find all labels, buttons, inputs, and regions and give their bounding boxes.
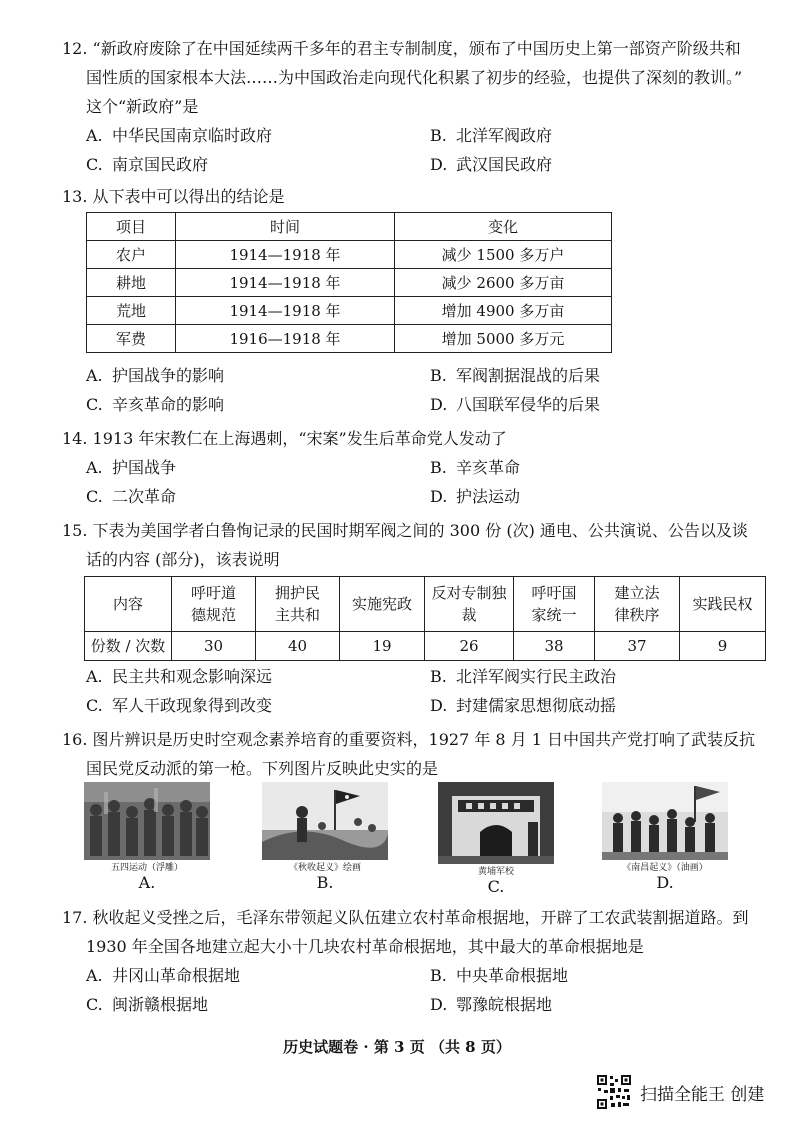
q14-option-a[interactable]: A. 护国战争 [86,458,177,477]
table-cell: 军费 [87,325,176,353]
table-cell: 30 [172,632,256,661]
q16-stem-line1: 16. 图片辨识是历史时空观念素养培育的重要资料，1927 年 8 月 1 日中国共产党打响了武装反抗 [62,730,756,749]
q12-option-b[interactable]: B. 北洋军阀政府 [430,126,553,145]
q12-option-a[interactable]: A. 中华民国南京临时政府 [86,126,273,145]
q15-option-d[interactable]: D. 封建儒家思想彻底动摇 [430,696,617,715]
table-header-cell: 内容 [85,577,172,632]
q14-option-c[interactable]: C. 二次革命 [86,487,177,506]
image-caption: 《南昌起义》（油画） [622,863,708,873]
painting-icon [262,782,388,860]
question-16 [62,725,774,783]
q15-stem-line2: 话的内容 (部分)，该表说明 [86,550,280,569]
oil-painting-icon [602,782,728,860]
table-cell: 1914—1918 年 [176,241,395,269]
q15-options-block [62,662,774,720]
table-cell: 1914—1918 年 [176,269,395,297]
q13-table [86,212,612,353]
q16-stem-line2: 国民党反动派的第一枪。下列图片反映此史实的是 [86,759,439,778]
q16-image-a[interactable] [84,782,210,892]
q15-option-b[interactable]: B. 北洋军阀实行民主政治 [430,667,617,686]
option-label: C. [487,877,505,896]
q12-stem-line1: 12. “新政府废除了在中国延续两千多年的君主专制制度，颁布了中国历史上第一部资产阶级共和 [62,39,741,58]
q15-option-a[interactable]: A. 民主共和观念影响深远 [86,667,273,686]
q13-stem: 13. 从下表中可以得出的结论是 [62,187,285,206]
table-cell: 耕地 [87,269,176,297]
table-cell: 荒地 [87,297,176,325]
q17-option-b[interactable]: B. 中央革命根据地 [430,966,569,985]
table-header-cell: 项目 [87,213,176,241]
question-14 [62,424,774,511]
scanner-watermark [596,1074,764,1110]
table-header-cell: 变化 [395,213,612,241]
table-cell: 26 [425,632,514,661]
table-cell: 38 [514,632,595,661]
q17-option-d[interactable]: D. 鄂豫皖根据地 [430,995,553,1014]
table-header-row [85,577,766,632]
image-caption: 黄埔军校 [477,867,514,877]
q12-stem-line2: 国性质的国家根本大法……为中国政治走向现代化积累了初步的经验，也提供了深刻的教训。” [86,68,743,87]
q15-table [84,576,766,661]
q16-image-c[interactable] [438,782,554,896]
option-label: D. [656,873,674,892]
question-13 [62,182,774,211]
table-cell: 减少 2600 多万亩 [395,269,612,297]
q13-option-c[interactable]: C. 辛亥革命的影响 [86,395,225,414]
table-cell: 37 [595,632,680,661]
question-15 [62,516,774,574]
table-header-cell: 呼吁国 家统一 [514,577,595,632]
q14-options [62,453,774,511]
q17-stem-line1: 17. 秋收起义受挫之后，毛泽东带领起义队伍建立农村革命根据地，开辟了工农武装割据道路。到 [62,908,749,927]
academy-gate-photo-icon [438,782,554,864]
q15-stem-line1: 15. 下表为美国学者白鲁恂记录的民国时期军阀之间的 300 份 (次) 通电、公共演说、公告以及谈 [62,521,748,540]
relief-photo-icon [84,782,210,860]
table-header-cell: 拥护民 主共和 [256,577,340,632]
q13-option-a[interactable]: A. 护国战争的影响 [86,366,225,385]
table-header-cell: 时间 [176,213,395,241]
q16-image-b[interactable] [262,782,388,892]
table-cell: 增加 5000 多万元 [395,325,612,353]
q13-option-b[interactable]: B. 军阀割据混战的后果 [430,366,601,385]
question-17 [62,903,774,1019]
table-header-cell: 反对专制独 裁 [425,577,514,632]
table-header-cell: 呼吁道 德规范 [172,577,256,632]
q14-stem: 14. 1913 年宋教仁在上海遇刺，“宋案”发生后革命党人发动了 [62,429,507,448]
q14-option-b[interactable]: B. 辛亥革命 [430,458,521,477]
q17-stem-line2: 1930 年全国各地建立起大小十几块农村革命根据地，其中最大的革命根据地是 [86,937,644,956]
table-cell: 农户 [87,241,176,269]
q16-image-options [84,782,774,902]
q17-option-a[interactable]: A. 井冈山革命根据地 [86,966,241,985]
table-cell: 1914—1918 年 [176,297,395,325]
table-row [87,241,612,269]
q13-options [62,361,774,419]
q16-image-d[interactable] [602,782,728,892]
table-cell: 1916—1918 年 [176,325,395,353]
qr-code-icon [596,1074,632,1110]
table-row [85,632,766,661]
image-caption: 五四运动（浮雕） [110,863,183,873]
table-cell: 40 [256,632,340,661]
table-cell: 增加 4900 多万亩 [395,297,612,325]
q17-options [62,961,774,1019]
table-header-cell: 建立法 律秩序 [595,577,680,632]
table-row [87,325,612,353]
table-row [87,297,612,325]
q15-option-c[interactable]: C. 军人干政现象得到改变 [86,696,273,715]
option-label: A. [138,873,156,892]
image-caption: 《秋收起义》绘画 [288,863,361,873]
scanner-text: 扫描全能王 创建 [640,1084,765,1105]
q14-option-d[interactable]: D. 护法运动 [430,487,521,506]
q12-option-c[interactable]: C. 南京国民政府 [86,155,209,174]
table-cell: 减少 1500 多万户 [395,241,612,269]
question-12 [62,34,774,179]
table-header-cell: 实践民权 [680,577,766,632]
q12-stem-line3: 这个“新政府”是 [86,97,199,116]
q13-option-d[interactable]: D. 八国联军侵华的后果 [430,395,601,414]
table-header-cell: 实施宪政 [340,577,425,632]
q13-options-block [62,361,774,419]
q12-option-d[interactable]: D. 武汉国民政府 [430,155,553,174]
table-header-row [87,213,612,241]
table-cell: 份数 / 次数 [85,632,172,661]
option-label: B. [316,873,334,892]
table-cell: 19 [340,632,425,661]
page-footer: 历史试题卷 · 第 3 页 （共 8 页） [283,1038,511,1056]
table-cell: 9 [680,632,766,661]
q15-options [62,662,774,720]
q17-option-c[interactable]: C. 闽浙赣根据地 [86,995,209,1014]
table-row [87,269,612,297]
q12-options [62,121,774,179]
